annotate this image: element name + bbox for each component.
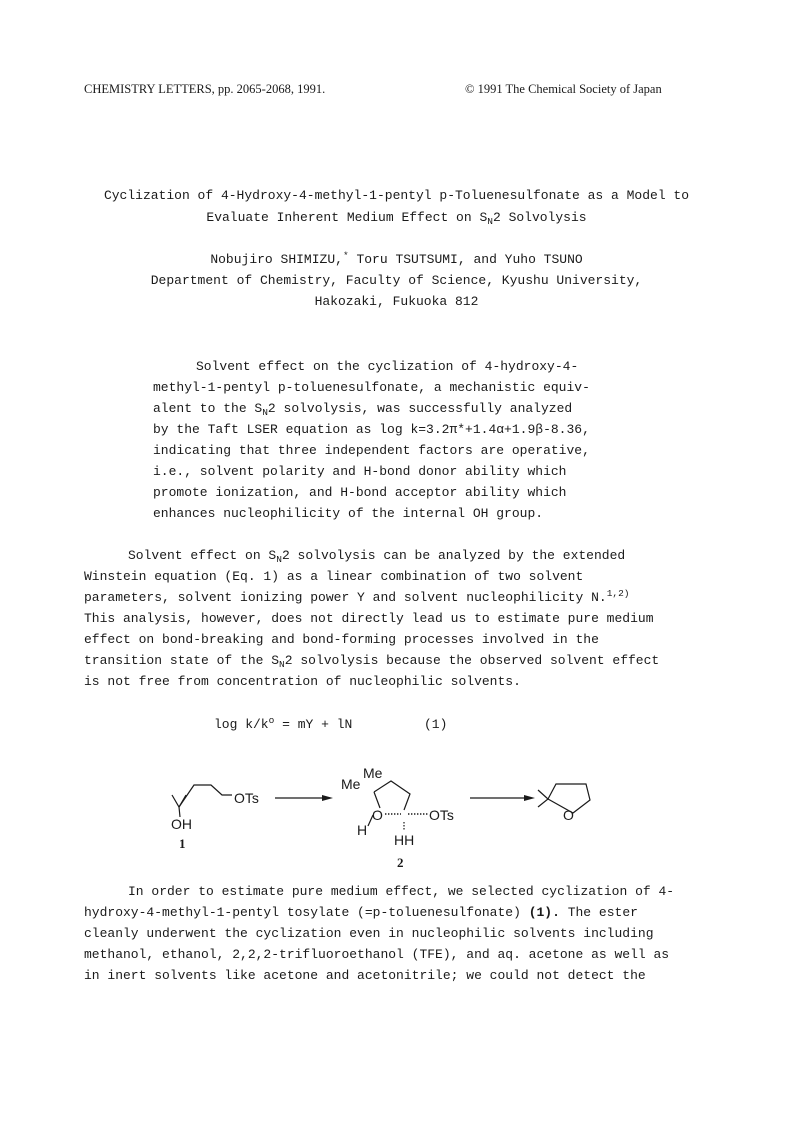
body-line: This analysis, however, does not directly lead us to estimate pure medium (84, 611, 654, 626)
body-text: 2 solvolysis because the observed solvent effect (284, 653, 660, 668)
copyright-notice: © 1991 The Chemical Society of Japan (465, 82, 662, 96)
compound-1-number: 1 (179, 836, 186, 851)
abstract-text: alent to the S (153, 401, 263, 416)
title-text: Evaluate Inherent Medium Effect on S (206, 210, 488, 225)
reference-superscript: 1,2) (606, 588, 630, 599)
body-text: parameters, solvent ionizing power Y and solvent nucleophilicity N. (84, 590, 607, 605)
compound-2-h-label: H (357, 822, 368, 838)
arrowhead-1 (322, 795, 333, 801)
compound-3-o-label: O (563, 807, 574, 823)
body-text: transition state of the S (84, 653, 280, 668)
abstract-line: indicating that three independent factors are operative, (153, 443, 590, 458)
abstract-subscript: N (262, 407, 268, 418)
arrowhead-2 (524, 795, 535, 801)
body-subscript: N (276, 554, 282, 565)
body-line: In order to estimate pure medium effect, we selected cyclization of 4- (128, 884, 675, 899)
body-text: 2 solvolysis can be analyzed by the extended (281, 548, 626, 563)
affiliation-line1: Department of Chemistry, Faculty of Science, Kyushu University, (150, 273, 643, 288)
paper-title-line1: Cyclization of 4-Hydroxy-4-methyl-1-pentyl p-Toluenesulfonate as a Model to (103, 188, 690, 203)
compound-1-methyls (172, 795, 186, 807)
equation-number: (1) (424, 717, 448, 732)
compound-2-ots-label: OTs (429, 807, 454, 823)
equation-superscript: o (268, 715, 275, 726)
title-subscript: N (487, 216, 493, 227)
corresponding-author-star: * (342, 250, 349, 261)
compound-3-methyls (538, 790, 548, 807)
compound-1-chain (179, 785, 232, 807)
compound-reference: (1). (528, 905, 560, 920)
abstract-line: by the Taft LSER equation as log k=3.2π*+1.4α+1.9β-8.36, (153, 422, 590, 437)
body-subscript: N (279, 659, 285, 670)
body-line: methanol, ethanol, 2,2,2-trifluoroethanol (TFE), and aq. acetone as well as (84, 947, 670, 962)
title-text-end: 2 Solvolysis (492, 210, 587, 225)
body-line: cleanly underwent the cyclization even in nucleophilic solvents including (84, 926, 654, 941)
compound-1-oh-label: OH (171, 816, 192, 832)
compound-2-ring-bond (374, 792, 380, 808)
abstract-line: enhances nucleophilicity of the internal OH group. (153, 506, 544, 521)
compound-2-me-label: Me (341, 776, 361, 792)
compound-2-number: 2 (397, 855, 404, 870)
equation-lhs: log k/k (214, 717, 269, 732)
compound-2-me-label: Me (363, 765, 383, 781)
body-line: effect on bond-breaking and bond-forming processes involved in the (84, 632, 599, 647)
body-text: hydroxy-4-methyl-1-pentyl tosylate (=p-toluenesulfonate) (84, 905, 529, 920)
body-line (84, 905, 638, 920)
abstract-line: methyl-1-pentyl p-toluenesulfonate, a mechanistic equiv- (153, 380, 590, 395)
body-text: Solvent effect on S (128, 548, 277, 563)
affiliation-line2: Hakozaki, Fukuoka 812 (314, 294, 479, 309)
body-line: is not free from concentration of nucleophilic solvents. (84, 674, 521, 689)
body-line: Winstein equation (Eq. 1) as a linear combination of two solvent (84, 569, 584, 584)
abstract-line: Solvent effect on the cyclization of 4-hydroxy-4- (196, 359, 579, 374)
compound-2-o-label: O (372, 807, 383, 823)
equation-rhs: = mY + lN (274, 717, 353, 732)
co-authors: Toru TSUTSUMI, and Yuho TSUNO (348, 252, 583, 267)
body-text: The ester (559, 905, 638, 920)
abstract-line: promote ionization, and H-bond acceptor ability which (153, 485, 567, 500)
author-1: Nobujiro SHIMIZU, (210, 252, 343, 267)
compound-2-hh-label: HH (394, 832, 415, 848)
journal-citation: CHEMISTRY LETTERS, pp. 2065-2068, 1991. (84, 82, 326, 96)
abstract-text: 2 solvolysis, was successfully analyzed (267, 401, 573, 416)
compound-1-ots-label: OTs (234, 790, 259, 806)
body-line: in inert solvents like acetone and acetonitrile; we could not detect the (84, 968, 646, 983)
abstract-line: i.e., solvent polarity and H-bond donor ability which (153, 464, 567, 479)
